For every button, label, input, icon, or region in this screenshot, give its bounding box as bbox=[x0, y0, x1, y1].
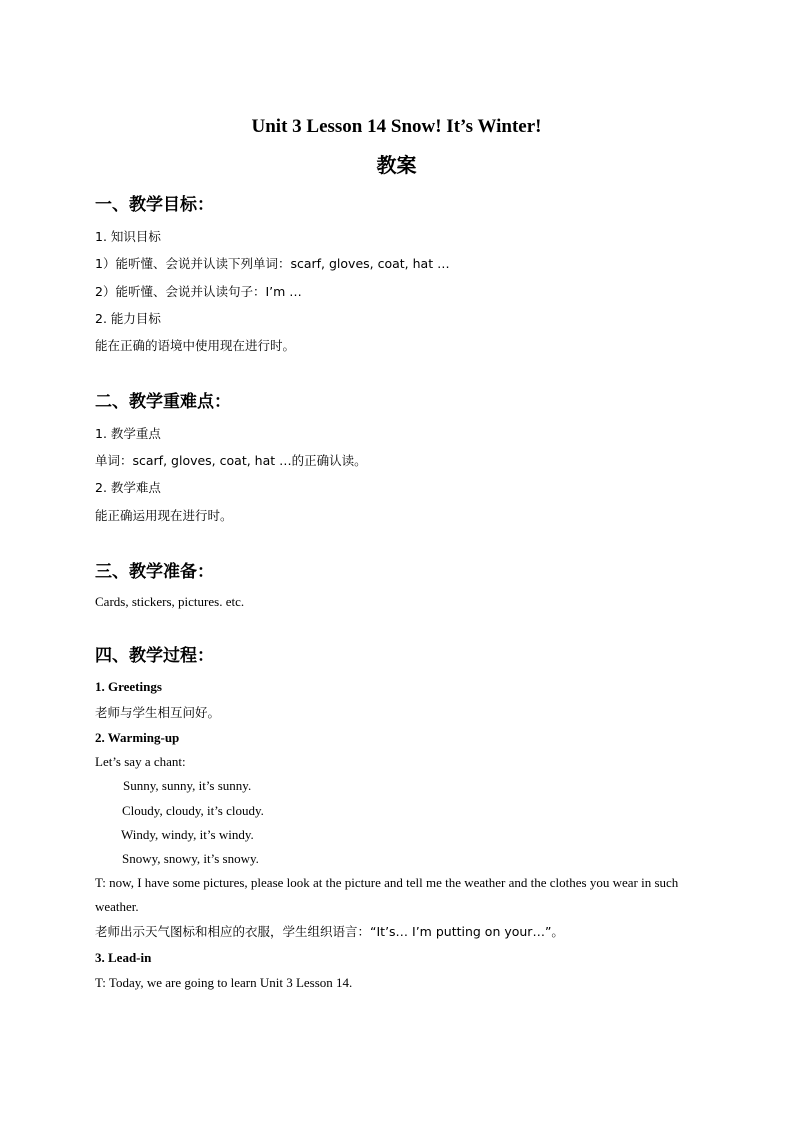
objectives-ability: 2. 能力目标 bbox=[95, 311, 161, 326]
step-warming-up: 2. Warming-up bbox=[95, 730, 180, 745]
section-heading-procedure: 四、教学过程： bbox=[95, 646, 214, 666]
chant-line-2: Cloudy, cloudy, it’s cloudy. bbox=[122, 803, 264, 818]
chant-intro: Let’s say a chant: bbox=[95, 754, 186, 769]
objectives-knowledge: 1. 知识目标 bbox=[95, 229, 161, 244]
section-heading-preparation: 三、教学准备： bbox=[95, 562, 214, 582]
preparation-items: Cards, stickers, pictures. etc. bbox=[95, 594, 245, 609]
objectives-ability-desc: 能在正确的语境中使用现在进行时。 bbox=[95, 338, 296, 353]
key-point-label: 1. 教学重点 bbox=[95, 426, 161, 441]
teacher-pictures-instruction: T: now, I have some pictures, please look at the picture and tell me the weather and the clothes you wear in such weather. bbox=[95, 875, 679, 914]
lead-in-desc: T: Today, we are going to learn Unit 3 Lesson 14. bbox=[95, 975, 353, 990]
objectives-sentences: 2）能听懂、会说并认读句子：I’m … bbox=[95, 284, 302, 299]
teacher-show-icons: 老师出示天气图标和相应的衣服，学生组织语言：“It’s… I’m putting on your…”。 bbox=[95, 924, 564, 939]
chant-line-3: Windy, windy, it’s windy. bbox=[121, 827, 254, 842]
objectives-words: 1）能听懂、会说并认读下列单词：scarf, gloves, coat, hat … bbox=[95, 256, 450, 271]
step-greetings-desc: 老师与学生相互问好。 bbox=[95, 705, 221, 720]
step-lead-in: 3. Lead-in bbox=[95, 950, 152, 965]
document-subtitle: 教案 bbox=[376, 153, 417, 177]
difficult-point-desc: 能正确运用现在进行时。 bbox=[95, 508, 233, 523]
chant-line-4: Snowy, snowy, it’s snowy. bbox=[122, 851, 259, 866]
key-point-desc: 单词：scarf, gloves, coat, hat …的正确认读。 bbox=[95, 453, 367, 468]
difficult-point-label: 2. 教学难点 bbox=[95, 480, 161, 495]
document-title: Unit 3 Lesson 14 Snow! It’s Winter! bbox=[251, 116, 542, 137]
chant-line-1: Sunny, sunny, it’s sunny. bbox=[123, 778, 252, 793]
section-heading-key-points: 二、教学重难点： bbox=[95, 392, 231, 412]
section-heading-objectives: 一、教学目标： bbox=[95, 195, 214, 215]
step-greetings: 1. Greetings bbox=[95, 679, 162, 694]
